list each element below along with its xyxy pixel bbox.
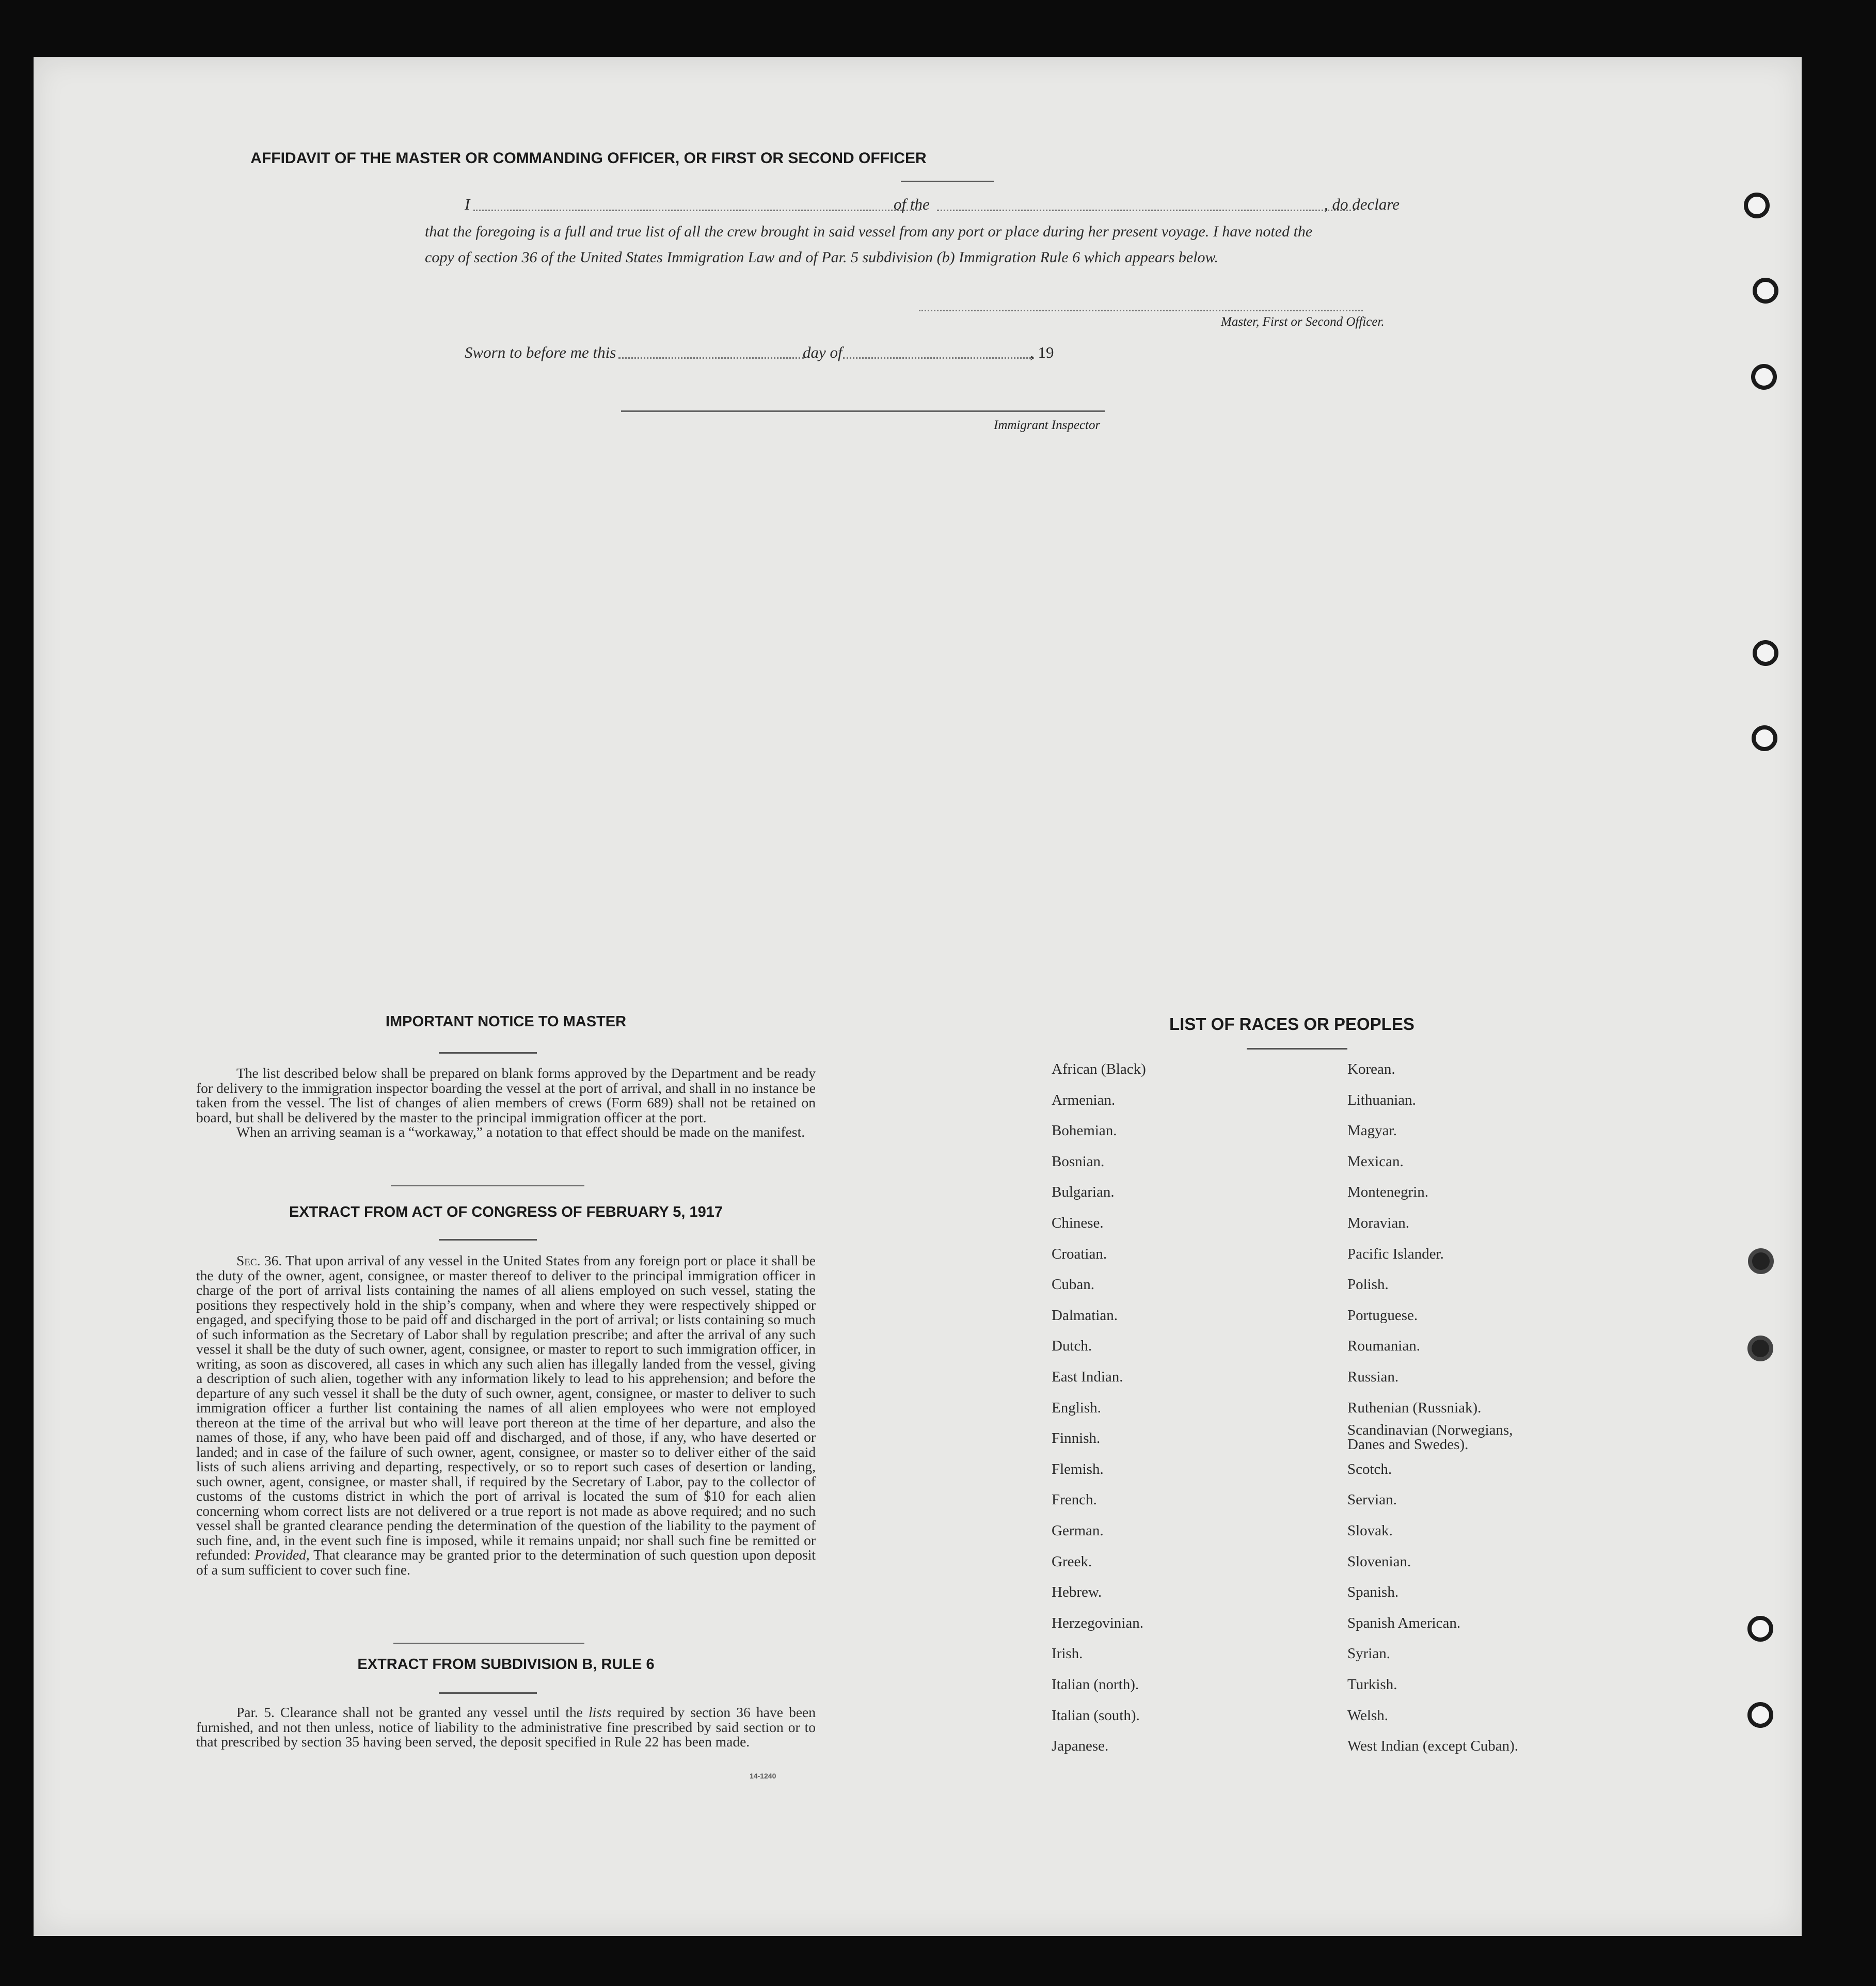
affidavit-i: I [465, 195, 470, 213]
rule6-title-rule [439, 1692, 537, 1694]
race-item: Finnish. [1052, 1430, 1101, 1447]
race-item: Bohemian. [1052, 1122, 1117, 1139]
race-item: Ruthenian (Russniak). [1347, 1400, 1482, 1416]
race-item: German. [1052, 1522, 1104, 1539]
race-item: Mexican. [1347, 1153, 1404, 1170]
affidavit-name-field[interactable] [473, 210, 920, 211]
act-text-continued: That clearance may be granted prior to the determination of such question upon deposit of a sum sufficient to cover such fine. [196, 1547, 816, 1578]
race-item: Cuban. [1052, 1276, 1094, 1293]
race-item: Servian. [1347, 1491, 1397, 1508]
act-proviso: Provided, [255, 1547, 310, 1563]
binder-hole [1752, 725, 1777, 751]
race-item: Welsh. [1347, 1707, 1389, 1724]
sworn-month-field[interactable] [843, 357, 1034, 359]
race-item: Lithuanian. [1347, 1092, 1416, 1108]
affidavit-line-2: that the foregoing is a full and true list of all the crew brought in said vessel from any port or place during her present voyage. I have noted the [425, 223, 1313, 240]
race-item: African (Black) [1052, 1061, 1146, 1077]
race-item: Flemish. [1052, 1461, 1104, 1477]
rule6-text-a: Par. 5. Clearance shall not be granted any vessel until the [236, 1704, 583, 1720]
affidavit-vessel-field[interactable] [937, 210, 1355, 211]
binder-hole [1748, 1248, 1774, 1274]
race-item: Dutch. [1052, 1338, 1092, 1354]
races-title: LIST OF RACES OR PEOPLES [1169, 1014, 1414, 1034]
section-divider-2 [393, 1643, 584, 1644]
race-item: English. [1052, 1400, 1101, 1416]
race-item: Chinese. [1052, 1215, 1104, 1231]
binder-hole [1747, 1702, 1773, 1728]
act-title: EXTRACT FROM ACT OF CONGRESS OF FEBRUARY 5, 1917 [289, 1204, 723, 1220]
race-item: Spanish American. [1347, 1615, 1461, 1631]
race-item: East Indian. [1052, 1369, 1123, 1385]
rule6-lists: lists [589, 1704, 612, 1720]
race-item: Spanish. [1347, 1584, 1399, 1600]
master-signature-caption: Master, First or Second Officer. [1221, 315, 1385, 329]
race-item: Russian. [1347, 1369, 1399, 1385]
race-item: Pacific Islander. [1347, 1246, 1444, 1262]
master-signature-field[interactable] [919, 310, 1363, 311]
race-item: Irish. [1052, 1645, 1083, 1662]
race-item: Croatian. [1052, 1246, 1107, 1262]
inspector-caption: Immigrant Inspector [994, 418, 1101, 432]
race-item: Japanese. [1052, 1738, 1109, 1754]
race-item: Roumanian. [1347, 1338, 1420, 1354]
day-of-label: day of [803, 343, 842, 361]
race-item: West Indian (except Cuban). [1347, 1738, 1519, 1754]
sworn-day-field[interactable] [618, 357, 804, 359]
race-item: Turkish. [1347, 1676, 1397, 1693]
binder-hole [1747, 1616, 1773, 1642]
race-item: Bosnian. [1052, 1153, 1105, 1170]
race-item: Magyar. [1347, 1122, 1397, 1139]
affidavit-of-the: of the [894, 195, 930, 213]
form-number: 14-1240 [750, 1772, 776, 1780]
binder-hole [1751, 364, 1777, 390]
section-divider-1 [391, 1185, 584, 1186]
binder-hole [1753, 278, 1778, 304]
race-item: Portuguese. [1347, 1307, 1418, 1324]
notice-title: IMPORTANT NOTICE TO MASTER [385, 1013, 627, 1030]
sworn-label: Sworn to before me this [465, 343, 616, 361]
notice-body [196, 1066, 816, 1140]
act-text: That upon arrival of any vessel in the United States from any foreign port or place it shall be the duty of the owner, agent, consignee, or master thereof to deliver to the principal immigration officer in charge of the port of arrival lists containing the names of all aliens employed on such vessel, stating the positions they respectively hold in the ship’s company, when and where they were respectively shipped or engaged, and specifying those to be paid off and discharged in the port of arrival; or lists containing so much of such information as the Secretary of Labor shall by regulation prescribe; and after the arrival of any such vessel it shall be the duty of such owner, agent, consignee, or master to report to such immigration officer, in writing, as soon as discovered, all cases in which any such alien has illegally landed from the vessel, giving a description of such alien, together with any information likely to lead to his apprehension; and before the departure of any such vessel it shall be the duty of such owner, agent, consignee, or master to deliver to such immigration officer a further list containing the names of all alien employees who were not employed thereon at the time of the arrival but who will leave port thereon at the time of her departure, and also the names of those, if any, who have been paid off and discharged, and of those, if any, who have deserted or landed; and in case of the failure of such owner, agent, consignee, or master so to deliver either of the said lists of such aliens arriving and departing, respectively, or so to report such cases of desertion or landing, such owner, agent, consignee, or master shall, if required by the Secretary of Labor, pay to the collector of customs of the customs district in which the port of arrival is located the sum of $10 for each alien concerning whom correct lists are not delivered or a true report is not made as above required; and no such vessel shall be granted clearance pending the determination of the question of the liability to the payment of such fine, and, in the event such fine is imposed, while it remains unpaid; nor shall such fine be remitted or refunded: [196, 1252, 816, 1563]
race-item: Slovenian. [1347, 1553, 1411, 1570]
act-section-label: Sec. 36. [236, 1252, 282, 1268]
rule6-body [196, 1705, 816, 1750]
race-item: Montenegrin. [1347, 1184, 1429, 1200]
race-item: Scandinavian (Norwegians, Danes and Swedes). [1347, 1422, 1513, 1453]
affidavit-do-declare: , do declare [1324, 195, 1400, 213]
race-item: Hebrew. [1052, 1584, 1102, 1600]
rule6-title: EXTRACT FROM SUBDIVISION B, RULE 6 [357, 1656, 655, 1673]
race-item: Scotch. [1347, 1461, 1392, 1477]
race-item: Syrian. [1347, 1645, 1390, 1662]
race-item: Bulgarian. [1052, 1184, 1115, 1200]
notice-title-rule [439, 1052, 537, 1054]
inspector-signature-field[interactable] [621, 410, 1105, 412]
race-item: Italian (south). [1052, 1707, 1140, 1724]
race-item: Herzegovinian. [1052, 1615, 1143, 1631]
binder-hole [1753, 640, 1778, 666]
affidavit-line-3: copy of section 36 of the United States Immigration Law and of Par. 5 subdivision (b) Immigration Rule 6 which appears below. [425, 249, 1218, 266]
race-item: Armenian. [1052, 1092, 1116, 1108]
race-item: Slovak. [1347, 1522, 1393, 1539]
affidavit-title: AFFIDAVIT OF THE MASTER OR COMMANDING OFFICER, OR FIRST OR SECOND OFFICER [250, 150, 927, 167]
binder-hole [1747, 1336, 1773, 1361]
form-sheet [34, 57, 1802, 1936]
race-item: Korean. [1347, 1061, 1395, 1077]
notice-paragraph-2: When an arriving seaman is a “workaway,” a notation to that effect should be made on the manifest. [236, 1124, 805, 1140]
rule6-text-b: required by section 36 have been furnished, and not then unless, notice of liability to the administrative fine prescribed by said section or to that prescribed by section 35 having been served, the deposit specified in Rule 22 has been made. [196, 1704, 816, 1750]
act-title-rule [439, 1239, 537, 1241]
binder-hole [1744, 193, 1770, 218]
notice-paragraph-1: The list described below shall be prepared on blank forms approved by the Department and be ready for delivery to the immigration inspector boarding the vessel at the port of arrival, and shall in no instance be taken from the vessel. The list of changes of alien members of crews (Form 689) shall not be retained on board, but shall be delivered by the master to the principal immigration officer at the port. [196, 1065, 816, 1125]
races-title-rule [1247, 1048, 1347, 1050]
race-item: Polish. [1347, 1276, 1389, 1293]
race-item: Moravian. [1347, 1215, 1409, 1231]
race-item: Greek. [1052, 1553, 1092, 1570]
race-item: French. [1052, 1491, 1097, 1508]
race-item: Dalmatian. [1052, 1307, 1118, 1324]
race-item: Italian (north). [1052, 1676, 1139, 1693]
affidavit-title-rule [901, 181, 994, 182]
act-body [196, 1253, 816, 1577]
year-label: , 19 [1030, 343, 1054, 361]
